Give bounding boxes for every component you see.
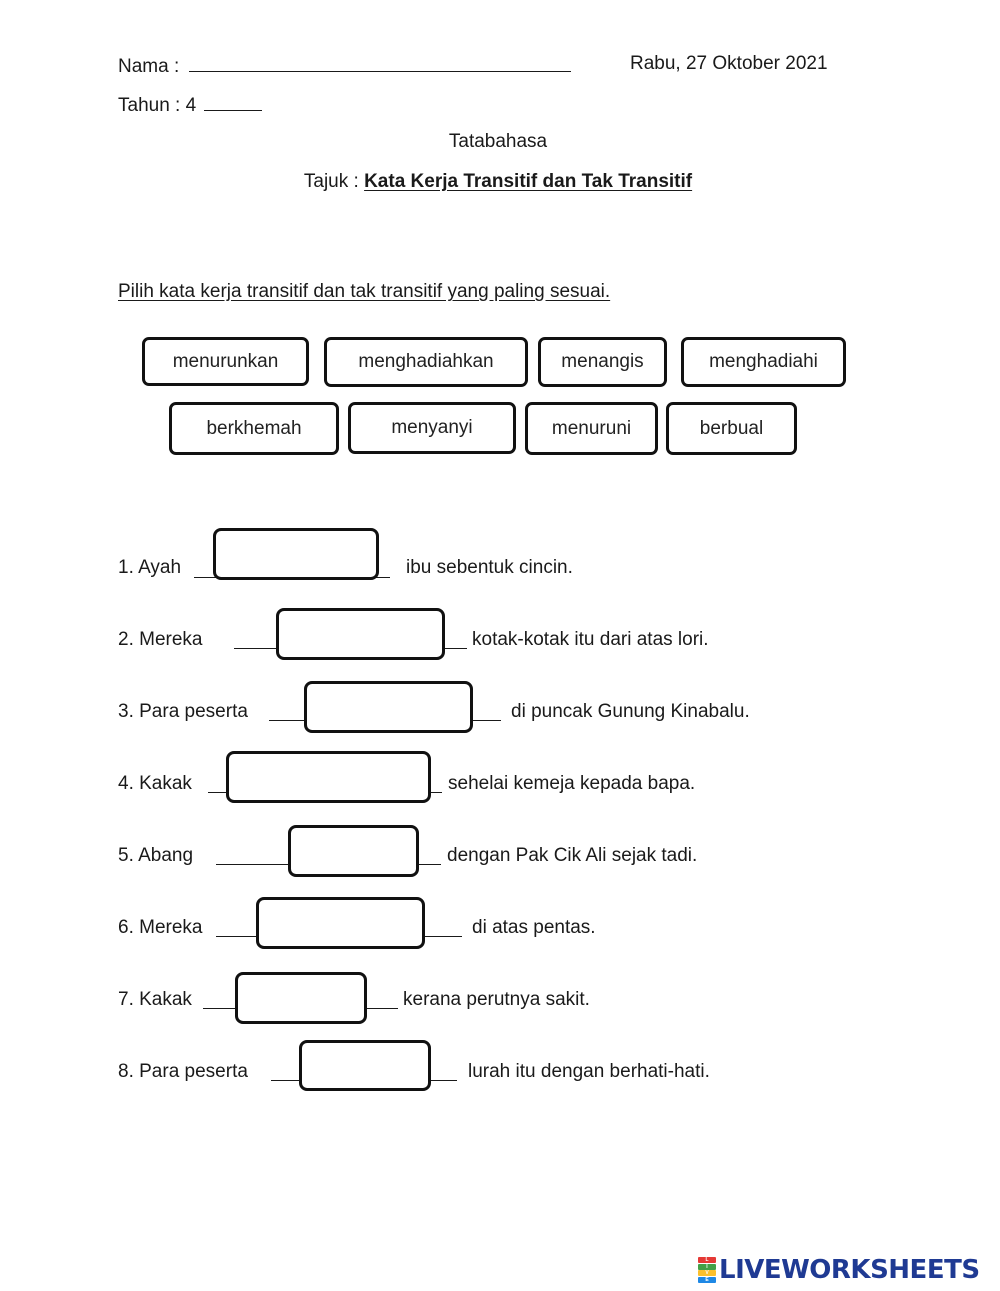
nama-line <box>118 53 571 78</box>
question-6-suffix: di atas pentas. <box>472 917 596 938</box>
tahun-blank <box>204 92 262 111</box>
word-option-menghadiahi[interactable]: menghadiahi <box>681 337 846 387</box>
question-6-answer-box[interactable] <box>256 897 425 949</box>
liveworksheets-logo-icon <box>698 1257 716 1283</box>
tahun-label: Tahun : 4 <box>118 95 197 116</box>
question-2-prefix: 2. Mereka <box>118 629 203 650</box>
word-option-berbual[interactable]: berbual <box>666 402 797 455</box>
logo-block-e: E <box>698 1277 716 1283</box>
logo-block-l: L <box>698 1257 716 1263</box>
tahun-line <box>118 92 262 117</box>
question-3-suffix: di puncak Gunung Kinabalu. <box>511 701 750 722</box>
question-4-answer-box[interactable] <box>226 751 431 803</box>
question-8-suffix: lurah itu dengan berhati-hati. <box>468 1061 710 1082</box>
word-option-menghadiahkan[interactable]: menghadiahkan <box>324 337 528 387</box>
liveworksheets-logo <box>698 1256 980 1284</box>
question-3-answer-box[interactable] <box>304 681 473 733</box>
word-option-menyanyi[interactable]: menyanyi <box>348 402 516 454</box>
question-5-answer-box[interactable] <box>288 825 419 877</box>
question-4-prefix: 4. Kakak <box>118 773 192 794</box>
question-7-suffix: kerana perutnya sakit. <box>403 989 590 1010</box>
question-2-answer-box[interactable] <box>276 608 445 660</box>
logo-text: LIVEWORKSHEETS <box>719 1255 980 1285</box>
question-1-prefix: 1. Ayah <box>118 557 182 578</box>
word-option-menurunkan[interactable]: menurunkan <box>142 337 309 386</box>
instruction: Pilih kata kerja transitif dan tak transitif yang paling sesuai. <box>118 281 611 302</box>
tajuk-label: Tajuk : <box>303 171 359 192</box>
question-4-suffix: sehelai kemeja kepada bapa. <box>448 773 696 794</box>
word-option-berkhemah[interactable]: berkhemah <box>169 402 339 455</box>
tajuk-title: Kata Kerja Transitif dan Tak Transitif <box>364 171 693 192</box>
question-7-prefix: 7. Kakak <box>118 989 192 1010</box>
question-5-prefix: 5. Abang <box>118 845 194 866</box>
question-3-prefix: 3. Para peserta <box>118 701 248 722</box>
question-7-answer-box[interactable] <box>235 972 367 1024</box>
question-5-suffix: dengan Pak Cik Ali sejak tadi. <box>447 845 698 866</box>
word-option-menangis[interactable]: menangis <box>538 337 667 387</box>
question-1-answer-box[interactable] <box>213 528 379 580</box>
question-8-answer-box[interactable] <box>299 1040 431 1091</box>
nama-blank <box>189 53 571 72</box>
subject-heading: Tatabahasa <box>448 131 548 152</box>
logo-block-i: I <box>698 1264 716 1270</box>
question-1-suffix: ibu sebentuk cincin. <box>406 557 573 578</box>
question-8-prefix: 8. Para peserta <box>118 1061 248 1082</box>
tajuk-line <box>0 171 996 193</box>
question-2-suffix: kotak-kotak itu dari atas lori. <box>472 629 709 650</box>
nama-label: Nama : <box>118 56 180 77</box>
logo-block-v: V <box>698 1270 716 1276</box>
question-6-prefix: 6. Mereka <box>118 917 203 938</box>
word-option-menuruni[interactable]: menuruni <box>525 402 658 455</box>
date-text: Rabu, 27 Oktober 2021 <box>630 53 828 74</box>
